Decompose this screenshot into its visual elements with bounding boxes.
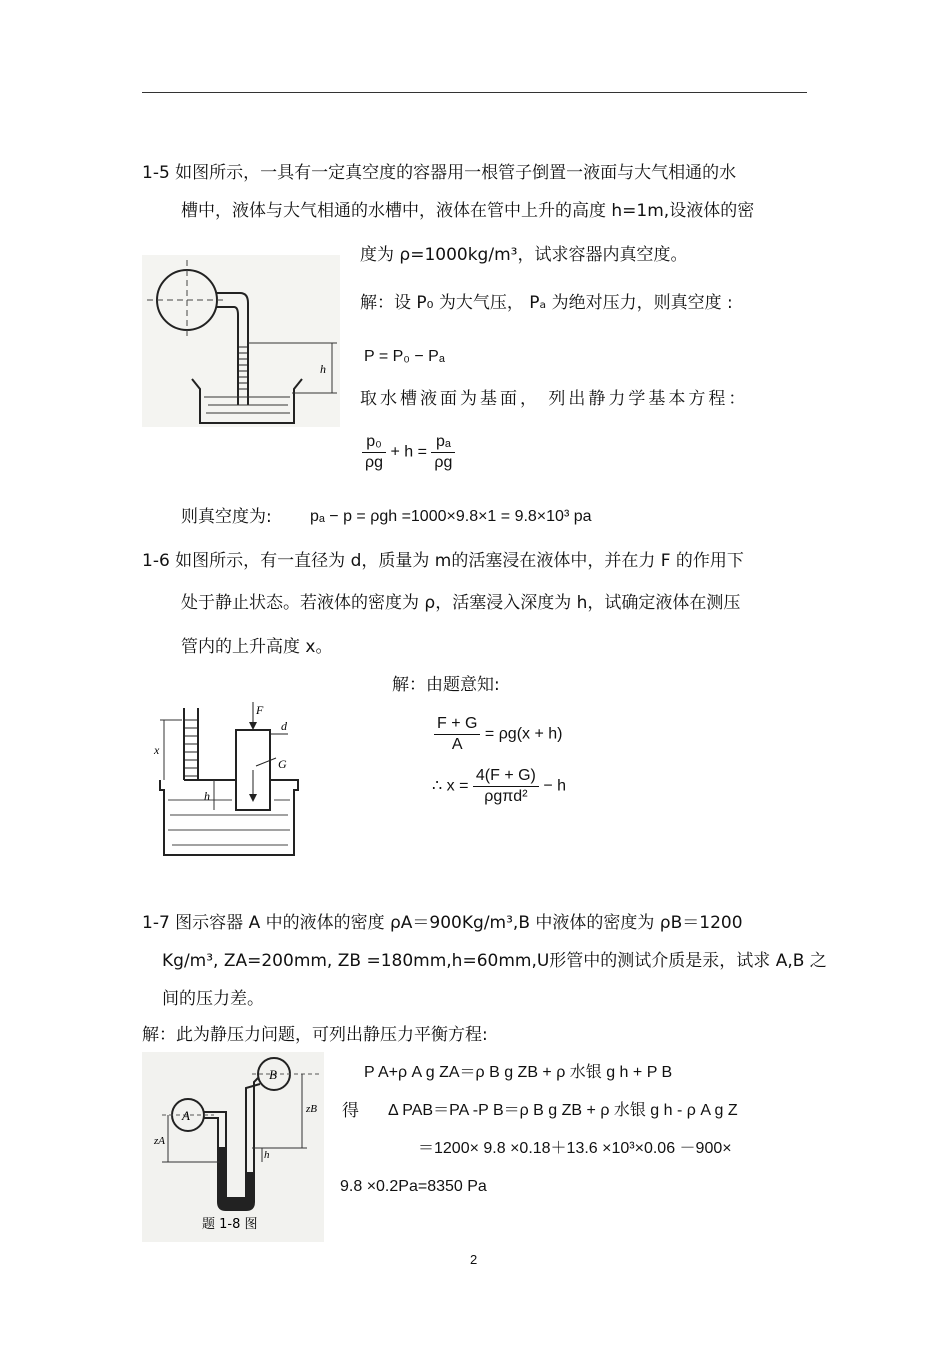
p15-line4: 取水槽液面为基面， 列出静力学基本方程：: [360, 389, 749, 409]
p15-frac-left-num: p₀: [362, 432, 386, 453]
header-rule: [142, 92, 807, 93]
p15-eq2: [362, 432, 455, 473]
p17-fig-caption: 题 1-8 图: [202, 1217, 258, 1232]
p15-eq1: P = P₀ − Pₐ: [364, 348, 445, 365]
p16-f2-num: 4(F + G): [473, 766, 539, 787]
p15-fig-h-label: h: [320, 362, 326, 376]
p17-line1: 1-7 图示容器 A 中的液体的密度 ρA＝900Kg/m³,B 中液体的密度为 ρB＝1200: [142, 913, 743, 933]
p16-line1: 1-6 如图所示，有一直径为 d，质量为 m的活塞浸在液体中，并在力 F 的作用下: [142, 551, 744, 571]
p15-solution-intro: 解：设 P₀ 为大气压， Pₐ 为绝对压力，则真空度 :: [360, 293, 733, 313]
p17-eq1: P A+ρ A g ZA＝ρ B g ZB + ρ 水银 g h + P B: [364, 1064, 673, 1081]
p16-solution-intro: 解：由题意知:: [392, 675, 500, 695]
p15-frac-left-den: ρg: [365, 454, 383, 471]
page-number: 2: [470, 1252, 478, 1267]
p16-f1-num: F + G: [434, 714, 480, 735]
p16-figure: [148, 700, 308, 860]
p16-line2: 处于静止状态。若液体的密度为 ρ，活塞浸入深度为 h，试确定液体在测压: [181, 593, 741, 613]
p16-f1-rhs: = ρg(x + h): [484, 725, 563, 743]
p16-fig-x-label: x: [154, 743, 160, 757]
p17-line3: 间的压力差。: [162, 989, 264, 1009]
p15-line2: 槽中，液体与大气相通的水槽中，液体在管中上升的高度 h=1m,设液体的密: [181, 201, 755, 221]
p16-eq1: [434, 714, 562, 755]
p15-line3: 度为 ρ=1000kg/m³，试求容器内真空度。: [360, 245, 688, 265]
p15-result-label: 则真空度为:: [181, 507, 272, 527]
p16-eq2: [432, 766, 566, 807]
p16-f1-den: A: [451, 736, 463, 753]
p17-fig-zA-label: zA: [154, 1135, 165, 1147]
p17-fig-zB-label: zB: [306, 1103, 317, 1115]
p15-frac-right-num: pₐ: [431, 432, 455, 453]
p16-fig-G-label: G: [278, 757, 287, 771]
p16-f2-den: ρgπd²: [484, 788, 528, 805]
p15-result: pₐ − p = ρgh =1000×9.8×1 = 9.8×10³ pa: [310, 508, 592, 525]
p16-fig-h-label: h: [204, 789, 210, 803]
p17-eq2-label: 得: [342, 1101, 359, 1121]
p17-fig-h-label: h: [264, 1149, 270, 1161]
p17-fig-A-label: A: [182, 1108, 190, 1123]
p16-f2-rhs: − h: [543, 777, 567, 795]
p16-fig-d-label: d: [281, 719, 287, 733]
p15-eq2-mid: + h =: [390, 443, 427, 461]
p17-eq3: ＝1200× 9.8 ×0.18＋13.6 ×10³×0.06 －900×: [418, 1140, 732, 1157]
p17-fig-B-label: B: [269, 1067, 277, 1082]
p17-solution-intro: 解：此为静压力问题，可列出静压力平衡方程:: [142, 1025, 488, 1045]
p16-fig-F-label: F: [256, 703, 264, 717]
p17-eq4: 9.8 ×0.2Pa=8350 Pa: [340, 1178, 487, 1195]
p17-figure: [142, 1052, 324, 1242]
p17-eq2: Δ PAB＝PA -P B＝ρ B g ZB + ρ 水银 g h - ρ A g Z: [388, 1102, 738, 1119]
p15-frac-right-den: ρg: [434, 454, 453, 471]
p15-line1: 1-5 如图所示，一具有一定真空度的容器用一根管子倒置一液面与大气相通的水: [142, 163, 737, 183]
p15-figure: [142, 255, 340, 427]
p16-f2-lhs: ∴ x =: [432, 777, 469, 795]
p17-line2: Kg/m³, ZA=200mm, ZB =180mm,h=60mm,U形管中的测试介质是汞，试求 A,B 之: [162, 951, 827, 971]
p16-line3: 管内的上升高度 x。: [181, 637, 333, 657]
